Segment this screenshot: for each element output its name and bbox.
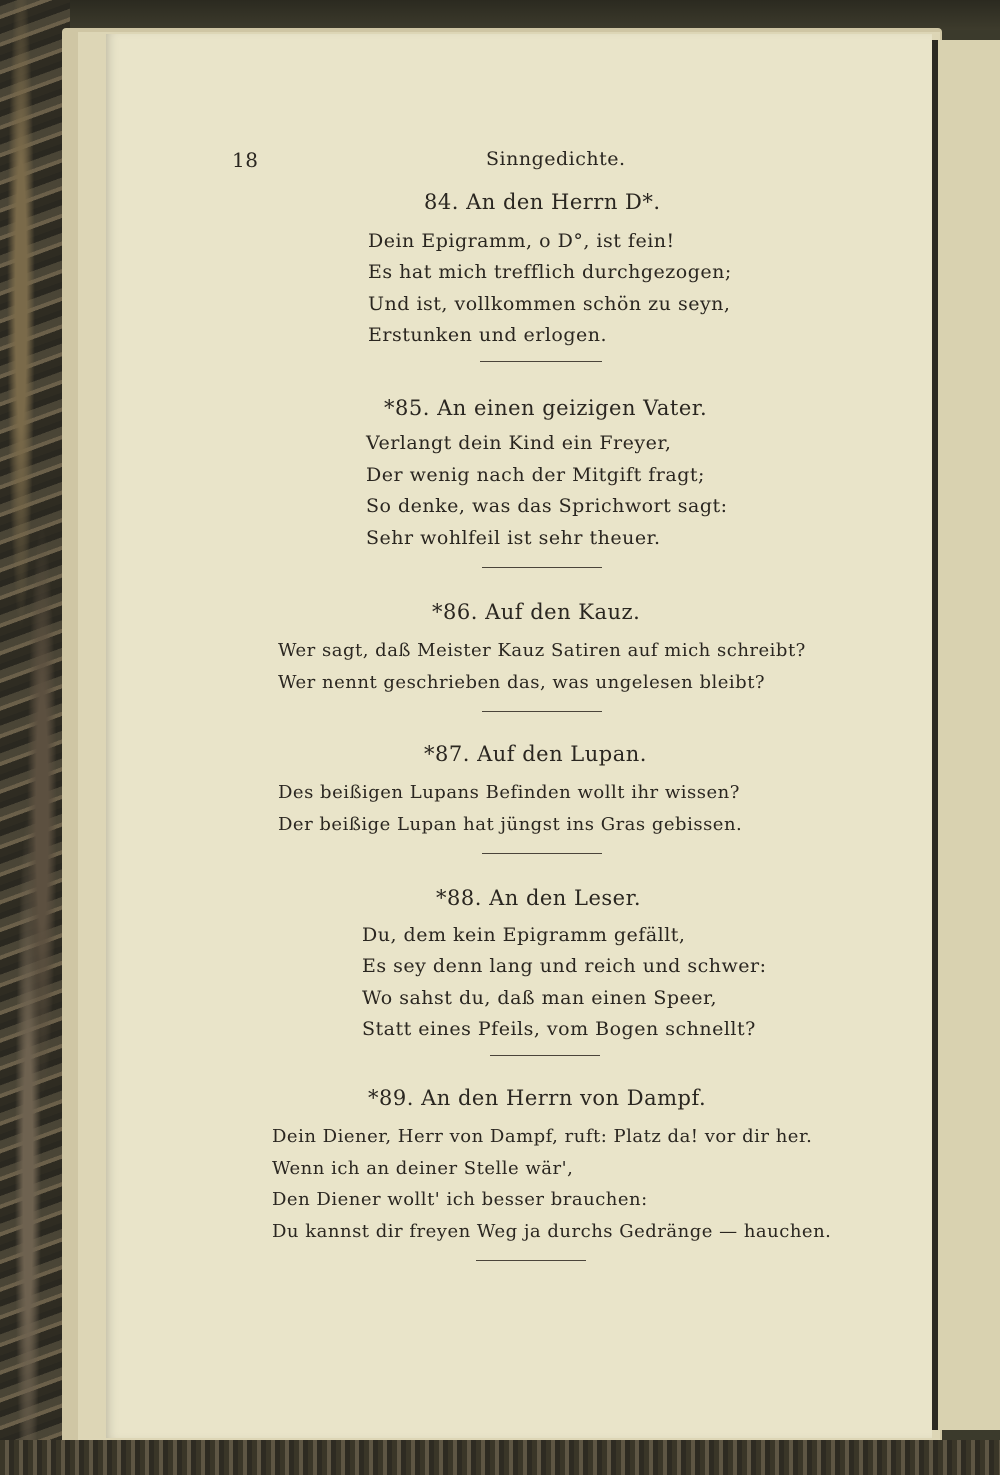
section-divider [490,1055,600,1056]
poem-line: Wo sahst du, daß man einen Speer, [362,987,718,1009]
poem-line: Der beißige Lupan hat jüngst ins Gras gebissen. [278,814,743,835]
poem-heading: *88. An den Leser. [436,886,641,910]
section-divider [482,711,602,712]
poem-line: Dein Epigramm, o D°, ist fein! [368,230,675,252]
poem-line: Des beißigen Lupans Befinden wollt ihr wissen? [278,782,740,803]
poem-line: Verlangt dein Kind ein Freyer, [366,432,672,454]
poem-line: Du, dem kein Epigramm gefällt, [362,924,686,946]
poem-line: Den Diener wollt' ich besser brauchen: [272,1189,648,1210]
poem-heading: 84. An den Herrn D*. [424,190,661,214]
poem-line: Wenn ich an deiner Stelle wär', [272,1158,574,1179]
section-divider [482,853,602,854]
poem-line: Sehr wohlfeil ist sehr theuer. [366,527,661,549]
section-divider [482,567,602,568]
poem-line: Wer sagt, daß Meister Kauz Satiren auf mich schreibt? [278,640,806,661]
book-page [106,34,932,1438]
book-bottom-edge [0,1440,1000,1475]
poem-line: Es hat mich trefflich durchgezogen; [368,261,732,283]
marbled-book-edge [0,0,70,1475]
facing-page-edge [930,40,1000,1430]
poem-line: Und ist, vollkommen schön zu seyn, [368,293,731,315]
poem-heading: *87. Auf den Lupan. [424,742,647,766]
poem-line: Es sey denn lang und reich und schwer: [362,955,767,977]
poem-line: Der wenig nach der Mitgift fragt; [366,464,705,486]
poem-heading: *89. An den Herrn von Dampf. [368,1086,707,1110]
poem-heading: *86. Auf den Kauz. [432,600,641,624]
poem-line: Wer nennt geschrieben das, was ungelesen bleibt? [278,672,766,693]
page-number: 18 [232,148,259,172]
poem-line: Statt eines Pfeils, vom Bogen schnellt? [362,1018,756,1040]
poem-heading: *85. An einen geizigen Vater. [384,396,708,420]
poem-line: Du kannst dir freyen Weg ja durchs Gedränge — hauchen. [272,1221,832,1242]
poem-line: Erstunken und erlogen. [368,324,608,346]
section-divider [480,361,602,362]
book-top-edge [0,0,1000,30]
poem-line: Dein Diener, Herr von Dampf, ruft: Platz da! vor dir her. [272,1126,813,1147]
section-divider [476,1260,586,1261]
running-title: Sinngedichte. [486,148,626,170]
poem-line: So denke, was das Sprichwort sagt: [366,495,728,517]
